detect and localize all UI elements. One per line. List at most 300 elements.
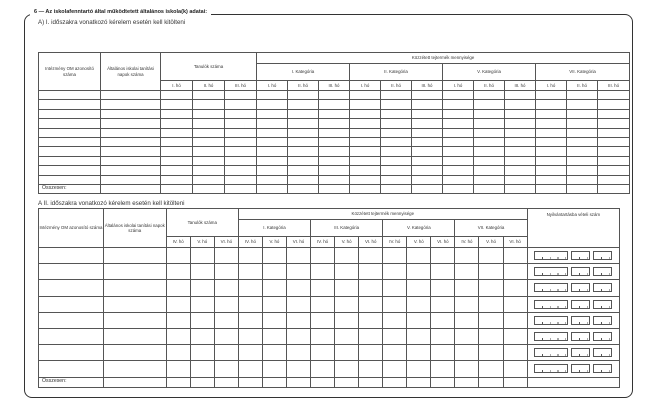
entry-cell[interactable]	[407, 345, 431, 361]
total-cell[interactable]	[238, 377, 262, 387]
entry-cell[interactable]	[166, 280, 190, 296]
registration-box[interactable]	[571, 348, 590, 357]
entry-cell[interactable]	[262, 328, 286, 344]
entry-cell[interactable]	[567, 156, 598, 165]
entry-cell[interactable]	[161, 91, 193, 100]
entry-cell[interactable]	[193, 128, 225, 137]
entry-cell[interactable]	[598, 128, 630, 137]
entry-cell[interactable]	[39, 345, 104, 361]
entry-cell[interactable]	[407, 361, 431, 377]
entry-cell[interactable]	[262, 248, 286, 264]
entry-cell[interactable]	[479, 345, 503, 361]
entry-cell[interactable]	[214, 248, 238, 264]
entry-cell[interactable]	[598, 147, 630, 156]
entry-cell[interactable]	[443, 91, 474, 100]
registration-box[interactable]	[534, 300, 568, 309]
entry-cell[interactable]	[407, 264, 431, 280]
entry-cell[interactable]	[286, 312, 310, 328]
entry-cell[interactable]	[288, 166, 319, 175]
entry-cell[interactable]	[319, 91, 350, 100]
total-cell[interactable]	[311, 377, 335, 387]
entry-cell[interactable]	[567, 166, 598, 175]
entry-cell[interactable]	[598, 91, 630, 100]
entry-cell[interactable]	[288, 147, 319, 156]
entry-cell[interactable]	[431, 280, 455, 296]
entry-cell[interactable]	[505, 100, 536, 109]
entry-cell[interactable]	[598, 175, 630, 184]
entry-cell[interactable]	[505, 156, 536, 165]
entry-cell[interactable]	[214, 345, 238, 361]
entry-cell[interactable]	[193, 119, 225, 128]
entry-cell[interactable]	[262, 280, 286, 296]
entry-cell[interactable]	[101, 166, 161, 175]
entry-cell[interactable]	[335, 328, 359, 344]
entry-cell[interactable]	[161, 175, 193, 184]
entry-cell[interactable]	[161, 147, 193, 156]
entry-cell[interactable]	[567, 100, 598, 109]
registration-box[interactable]	[593, 316, 612, 325]
registration-number-cell[interactable]	[527, 345, 619, 361]
entry-cell[interactable]	[536, 100, 567, 109]
entry-cell[interactable]	[39, 296, 104, 312]
entry-cell[interactable]	[286, 296, 310, 312]
entry-cell[interactable]	[190, 280, 214, 296]
entry-cell[interactable]	[431, 248, 455, 264]
entry-cell[interactable]	[311, 312, 335, 328]
entry-cell[interactable]	[39, 248, 104, 264]
entry-cell[interactable]	[479, 264, 503, 280]
entry-cell[interactable]	[311, 328, 335, 344]
total-cell[interactable]	[359, 377, 383, 387]
entry-cell[interactable]	[474, 91, 505, 100]
registration-box[interactable]	[571, 283, 590, 292]
entry-cell[interactable]	[214, 361, 238, 377]
entry-cell[interactable]	[193, 109, 225, 118]
entry-cell[interactable]	[443, 156, 474, 165]
entry-cell[interactable]	[311, 296, 335, 312]
entry-cell[interactable]	[474, 147, 505, 156]
entry-cell[interactable]	[505, 128, 536, 137]
entry-cell[interactable]	[238, 264, 262, 280]
entry-cell[interactable]	[383, 361, 407, 377]
entry-cell[interactable]	[479, 248, 503, 264]
entry-cell[interactable]	[359, 296, 383, 312]
entry-cell[interactable]	[257, 166, 288, 175]
registration-box[interactable]	[534, 251, 568, 260]
entry-cell[interactable]	[39, 91, 101, 100]
registration-number-cell[interactable]	[527, 280, 619, 296]
entry-cell[interactable]	[381, 175, 412, 184]
entry-cell[interactable]	[311, 361, 335, 377]
total-cell[interactable]	[536, 184, 567, 193]
total-cell[interactable]	[161, 184, 193, 193]
entry-cell[interactable]	[257, 100, 288, 109]
entry-cell[interactable]	[238, 280, 262, 296]
entry-cell[interactable]	[193, 100, 225, 109]
entry-cell[interactable]	[166, 264, 190, 280]
entry-cell[interactable]	[412, 128, 443, 137]
entry-cell[interactable]	[225, 91, 257, 100]
entry-cell[interactable]	[193, 147, 225, 156]
entry-cell[interactable]	[503, 296, 527, 312]
entry-cell[interactable]	[383, 264, 407, 280]
entry-cell[interactable]	[505, 147, 536, 156]
entry-cell[interactable]	[103, 296, 166, 312]
total-cell[interactable]	[598, 184, 630, 193]
entry-cell[interactable]	[443, 128, 474, 137]
entry-cell[interactable]	[103, 361, 166, 377]
entry-cell[interactable]	[262, 296, 286, 312]
registration-box[interactable]	[593, 251, 612, 260]
entry-cell[interactable]	[567, 119, 598, 128]
registration-box[interactable]	[593, 348, 612, 357]
entry-cell[interactable]	[474, 128, 505, 137]
entry-cell[interactable]	[505, 91, 536, 100]
entry-cell[interactable]	[161, 137, 193, 146]
entry-cell[interactable]	[161, 156, 193, 165]
entry-cell[interactable]	[335, 296, 359, 312]
entry-cell[interactable]	[190, 361, 214, 377]
entry-cell[interactable]	[225, 100, 257, 109]
entry-cell[interactable]	[407, 312, 431, 328]
entry-cell[interactable]	[286, 328, 310, 344]
entry-cell[interactable]	[39, 119, 101, 128]
entry-cell[interactable]	[335, 248, 359, 264]
entry-cell[interactable]	[101, 156, 161, 165]
entry-cell[interactable]	[238, 328, 262, 344]
entry-cell[interactable]	[335, 312, 359, 328]
entry-cell[interactable]	[335, 361, 359, 377]
entry-cell[interactable]	[536, 147, 567, 156]
entry-cell[interactable]	[319, 119, 350, 128]
entry-cell[interactable]	[455, 361, 479, 377]
entry-cell[interactable]	[288, 100, 319, 109]
entry-cell[interactable]	[257, 109, 288, 118]
entry-cell[interactable]	[214, 264, 238, 280]
entry-cell[interactable]	[383, 328, 407, 344]
entry-cell[interactable]	[350, 109, 381, 118]
entry-cell[interactable]	[257, 128, 288, 137]
entry-cell[interactable]	[567, 175, 598, 184]
entry-cell[interactable]	[214, 280, 238, 296]
entry-cell[interactable]	[161, 109, 193, 118]
entry-cell[interactable]	[474, 109, 505, 118]
entry-cell[interactable]	[359, 345, 383, 361]
entry-cell[interactable]	[479, 312, 503, 328]
total-cell[interactable]	[225, 184, 257, 193]
registration-box[interactable]	[534, 348, 568, 357]
entry-cell[interactable]	[286, 280, 310, 296]
total-cell[interactable]	[383, 377, 407, 387]
entry-cell[interactable]	[455, 280, 479, 296]
entry-cell[interactable]	[39, 109, 101, 118]
entry-cell[interactable]	[39, 328, 104, 344]
entry-cell[interactable]	[381, 128, 412, 137]
registration-box[interactable]	[593, 364, 612, 373]
entry-cell[interactable]	[381, 137, 412, 146]
entry-cell[interactable]	[39, 100, 101, 109]
entry-cell[interactable]	[381, 166, 412, 175]
entry-cell[interactable]	[166, 345, 190, 361]
entry-cell[interactable]	[103, 264, 166, 280]
registration-box[interactable]	[534, 267, 568, 276]
entry-cell[interactable]	[567, 147, 598, 156]
entry-cell[interactable]	[288, 175, 319, 184]
registration-box[interactable]	[534, 316, 568, 325]
entry-cell[interactable]	[381, 156, 412, 165]
entry-cell[interactable]	[536, 109, 567, 118]
total-cell[interactable]	[262, 377, 286, 387]
entry-cell[interactable]	[412, 91, 443, 100]
entry-cell[interactable]	[474, 137, 505, 146]
entry-cell[interactable]	[474, 166, 505, 175]
total-cell[interactable]	[286, 377, 310, 387]
entry-cell[interactable]	[311, 264, 335, 280]
total-cell[interactable]	[288, 184, 319, 193]
entry-cell[interactable]	[193, 156, 225, 165]
entry-cell[interactable]	[39, 175, 101, 184]
entry-cell[interactable]	[412, 119, 443, 128]
entry-cell[interactable]	[214, 328, 238, 344]
entry-cell[interactable]	[288, 128, 319, 137]
entry-cell[interactable]	[319, 128, 350, 137]
entry-cell[interactable]	[166, 361, 190, 377]
entry-cell[interactable]	[225, 156, 257, 165]
entry-cell[interactable]	[474, 175, 505, 184]
total-cell[interactable]	[527, 377, 619, 387]
entry-cell[interactable]	[412, 175, 443, 184]
entry-cell[interactable]	[567, 128, 598, 137]
total-cell[interactable]	[190, 377, 214, 387]
registration-box[interactable]	[571, 364, 590, 373]
entry-cell[interactable]	[505, 109, 536, 118]
entry-cell[interactable]	[166, 248, 190, 264]
entry-cell[interactable]	[193, 137, 225, 146]
entry-cell[interactable]	[101, 128, 161, 137]
entry-cell[interactable]	[190, 345, 214, 361]
entry-cell[interactable]	[359, 328, 383, 344]
entry-cell[interactable]	[455, 248, 479, 264]
entry-cell[interactable]	[238, 345, 262, 361]
entry-cell[interactable]	[101, 137, 161, 146]
entry-cell[interactable]	[412, 109, 443, 118]
entry-cell[interactable]	[288, 91, 319, 100]
entry-cell[interactable]	[536, 91, 567, 100]
entry-cell[interactable]	[101, 175, 161, 184]
entry-cell[interactable]	[225, 166, 257, 175]
entry-cell[interactable]	[412, 137, 443, 146]
entry-cell[interactable]	[598, 119, 630, 128]
entry-cell[interactable]	[503, 328, 527, 344]
total-cell[interactable]	[431, 377, 455, 387]
entry-cell[interactable]	[161, 166, 193, 175]
entry-cell[interactable]	[39, 137, 101, 146]
entry-cell[interactable]	[39, 361, 104, 377]
entry-cell[interactable]	[505, 175, 536, 184]
entry-cell[interactable]	[166, 296, 190, 312]
entry-cell[interactable]	[161, 100, 193, 109]
entry-cell[interactable]	[103, 248, 166, 264]
registration-box[interactable]	[534, 364, 568, 373]
entry-cell[interactable]	[350, 128, 381, 137]
entry-cell[interactable]	[286, 345, 310, 361]
entry-cell[interactable]	[288, 109, 319, 118]
entry-cell[interactable]	[503, 248, 527, 264]
entry-cell[interactable]	[505, 119, 536, 128]
entry-cell[interactable]	[103, 345, 166, 361]
entry-cell[interactable]	[407, 248, 431, 264]
entry-cell[interactable]	[455, 264, 479, 280]
entry-cell[interactable]	[335, 345, 359, 361]
entry-cell[interactable]	[319, 109, 350, 118]
entry-cell[interactable]	[383, 296, 407, 312]
entry-cell[interactable]	[455, 345, 479, 361]
entry-cell[interactable]	[319, 100, 350, 109]
entry-cell[interactable]	[288, 119, 319, 128]
registration-box[interactable]	[593, 300, 612, 309]
registration-box[interactable]	[593, 283, 612, 292]
entry-cell[interactable]	[101, 119, 161, 128]
entry-cell[interactable]	[39, 312, 104, 328]
entry-cell[interactable]	[598, 109, 630, 118]
entry-cell[interactable]	[381, 109, 412, 118]
registration-box[interactable]	[571, 267, 590, 276]
total-cell[interactable]	[567, 184, 598, 193]
entry-cell[interactable]	[319, 175, 350, 184]
entry-cell[interactable]	[383, 345, 407, 361]
entry-cell[interactable]	[359, 280, 383, 296]
entry-cell[interactable]	[443, 100, 474, 109]
entry-cell[interactable]	[257, 175, 288, 184]
entry-cell[interactable]	[359, 361, 383, 377]
entry-cell[interactable]	[431, 264, 455, 280]
entry-cell[interactable]	[257, 119, 288, 128]
entry-cell[interactable]	[479, 361, 503, 377]
entry-cell[interactable]	[474, 119, 505, 128]
total-cell[interactable]	[505, 184, 536, 193]
entry-cell[interactable]	[39, 280, 104, 296]
entry-cell[interactable]	[536, 119, 567, 128]
registration-number-cell[interactable]	[527, 361, 619, 377]
entry-cell[interactable]	[431, 296, 455, 312]
entry-cell[interactable]	[503, 280, 527, 296]
entry-cell[interactable]	[455, 312, 479, 328]
entry-cell[interactable]	[190, 328, 214, 344]
entry-cell[interactable]	[598, 100, 630, 109]
entry-cell[interactable]	[455, 328, 479, 344]
entry-cell[interactable]	[190, 312, 214, 328]
entry-cell[interactable]	[319, 166, 350, 175]
entry-cell[interactable]	[407, 296, 431, 312]
entry-cell[interactable]	[319, 147, 350, 156]
entry-cell[interactable]	[431, 328, 455, 344]
entry-cell[interactable]	[443, 137, 474, 146]
entry-cell[interactable]	[474, 156, 505, 165]
entry-cell[interactable]	[238, 312, 262, 328]
entry-cell[interactable]	[536, 175, 567, 184]
entry-cell[interactable]	[412, 156, 443, 165]
entry-cell[interactable]	[350, 100, 381, 109]
entry-cell[interactable]	[214, 296, 238, 312]
entry-cell[interactable]	[407, 328, 431, 344]
entry-cell[interactable]	[225, 128, 257, 137]
entry-cell[interactable]	[190, 248, 214, 264]
entry-cell[interactable]	[311, 248, 335, 264]
entry-cell[interactable]	[443, 119, 474, 128]
entry-cell[interactable]	[443, 166, 474, 175]
entry-cell[interactable]	[567, 137, 598, 146]
entry-cell[interactable]	[103, 312, 166, 328]
entry-cell[interactable]	[39, 166, 101, 175]
total-cell[interactable]	[407, 377, 431, 387]
entry-cell[interactable]	[39, 128, 101, 137]
entry-cell[interactable]	[443, 175, 474, 184]
total-cell[interactable]	[319, 184, 350, 193]
entry-cell[interactable]	[431, 312, 455, 328]
total-cell[interactable]	[443, 184, 474, 193]
entry-cell[interactable]	[350, 156, 381, 165]
entry-cell[interactable]	[101, 147, 161, 156]
entry-cell[interactable]	[257, 156, 288, 165]
entry-cell[interactable]	[350, 137, 381, 146]
entry-cell[interactable]	[412, 100, 443, 109]
total-cell[interactable]	[381, 184, 412, 193]
entry-cell[interactable]	[101, 100, 161, 109]
entry-cell[interactable]	[359, 312, 383, 328]
entry-cell[interactable]	[214, 312, 238, 328]
entry-cell[interactable]	[431, 345, 455, 361]
entry-cell[interactable]	[479, 296, 503, 312]
entry-cell[interactable]	[288, 156, 319, 165]
registration-number-cell[interactable]	[527, 312, 619, 328]
entry-cell[interactable]	[262, 312, 286, 328]
entry-cell[interactable]	[412, 166, 443, 175]
entry-cell[interactable]	[350, 147, 381, 156]
entry-cell[interactable]	[383, 248, 407, 264]
registration-number-cell[interactable]	[527, 248, 619, 264]
entry-cell[interactable]	[479, 280, 503, 296]
total-cell[interactable]	[479, 377, 503, 387]
entry-cell[interactable]	[567, 109, 598, 118]
registration-box[interactable]	[571, 251, 590, 260]
registration-number-cell[interactable]	[527, 296, 619, 312]
entry-cell[interactable]	[262, 345, 286, 361]
entry-cell[interactable]	[598, 137, 630, 146]
entry-cell[interactable]	[166, 312, 190, 328]
entry-cell[interactable]	[225, 175, 257, 184]
total-cell[interactable]	[214, 377, 238, 387]
entry-cell[interactable]	[381, 119, 412, 128]
registration-box[interactable]	[571, 300, 590, 309]
entry-cell[interactable]	[101, 109, 161, 118]
entry-cell[interactable]	[505, 166, 536, 175]
entry-cell[interactable]	[39, 156, 101, 165]
entry-cell[interactable]	[190, 264, 214, 280]
entry-cell[interactable]	[101, 91, 161, 100]
registration-number-cell[interactable]	[527, 264, 619, 280]
entry-cell[interactable]	[161, 119, 193, 128]
entry-cell[interactable]	[39, 264, 104, 280]
entry-cell[interactable]	[225, 109, 257, 118]
total-cell[interactable]	[350, 184, 381, 193]
total-cell[interactable]	[455, 377, 479, 387]
entry-cell[interactable]	[381, 147, 412, 156]
entry-cell[interactable]	[536, 137, 567, 146]
entry-cell[interactable]	[238, 361, 262, 377]
entry-cell[interactable]	[503, 264, 527, 280]
entry-cell[interactable]	[350, 91, 381, 100]
entry-cell[interactable]	[193, 166, 225, 175]
